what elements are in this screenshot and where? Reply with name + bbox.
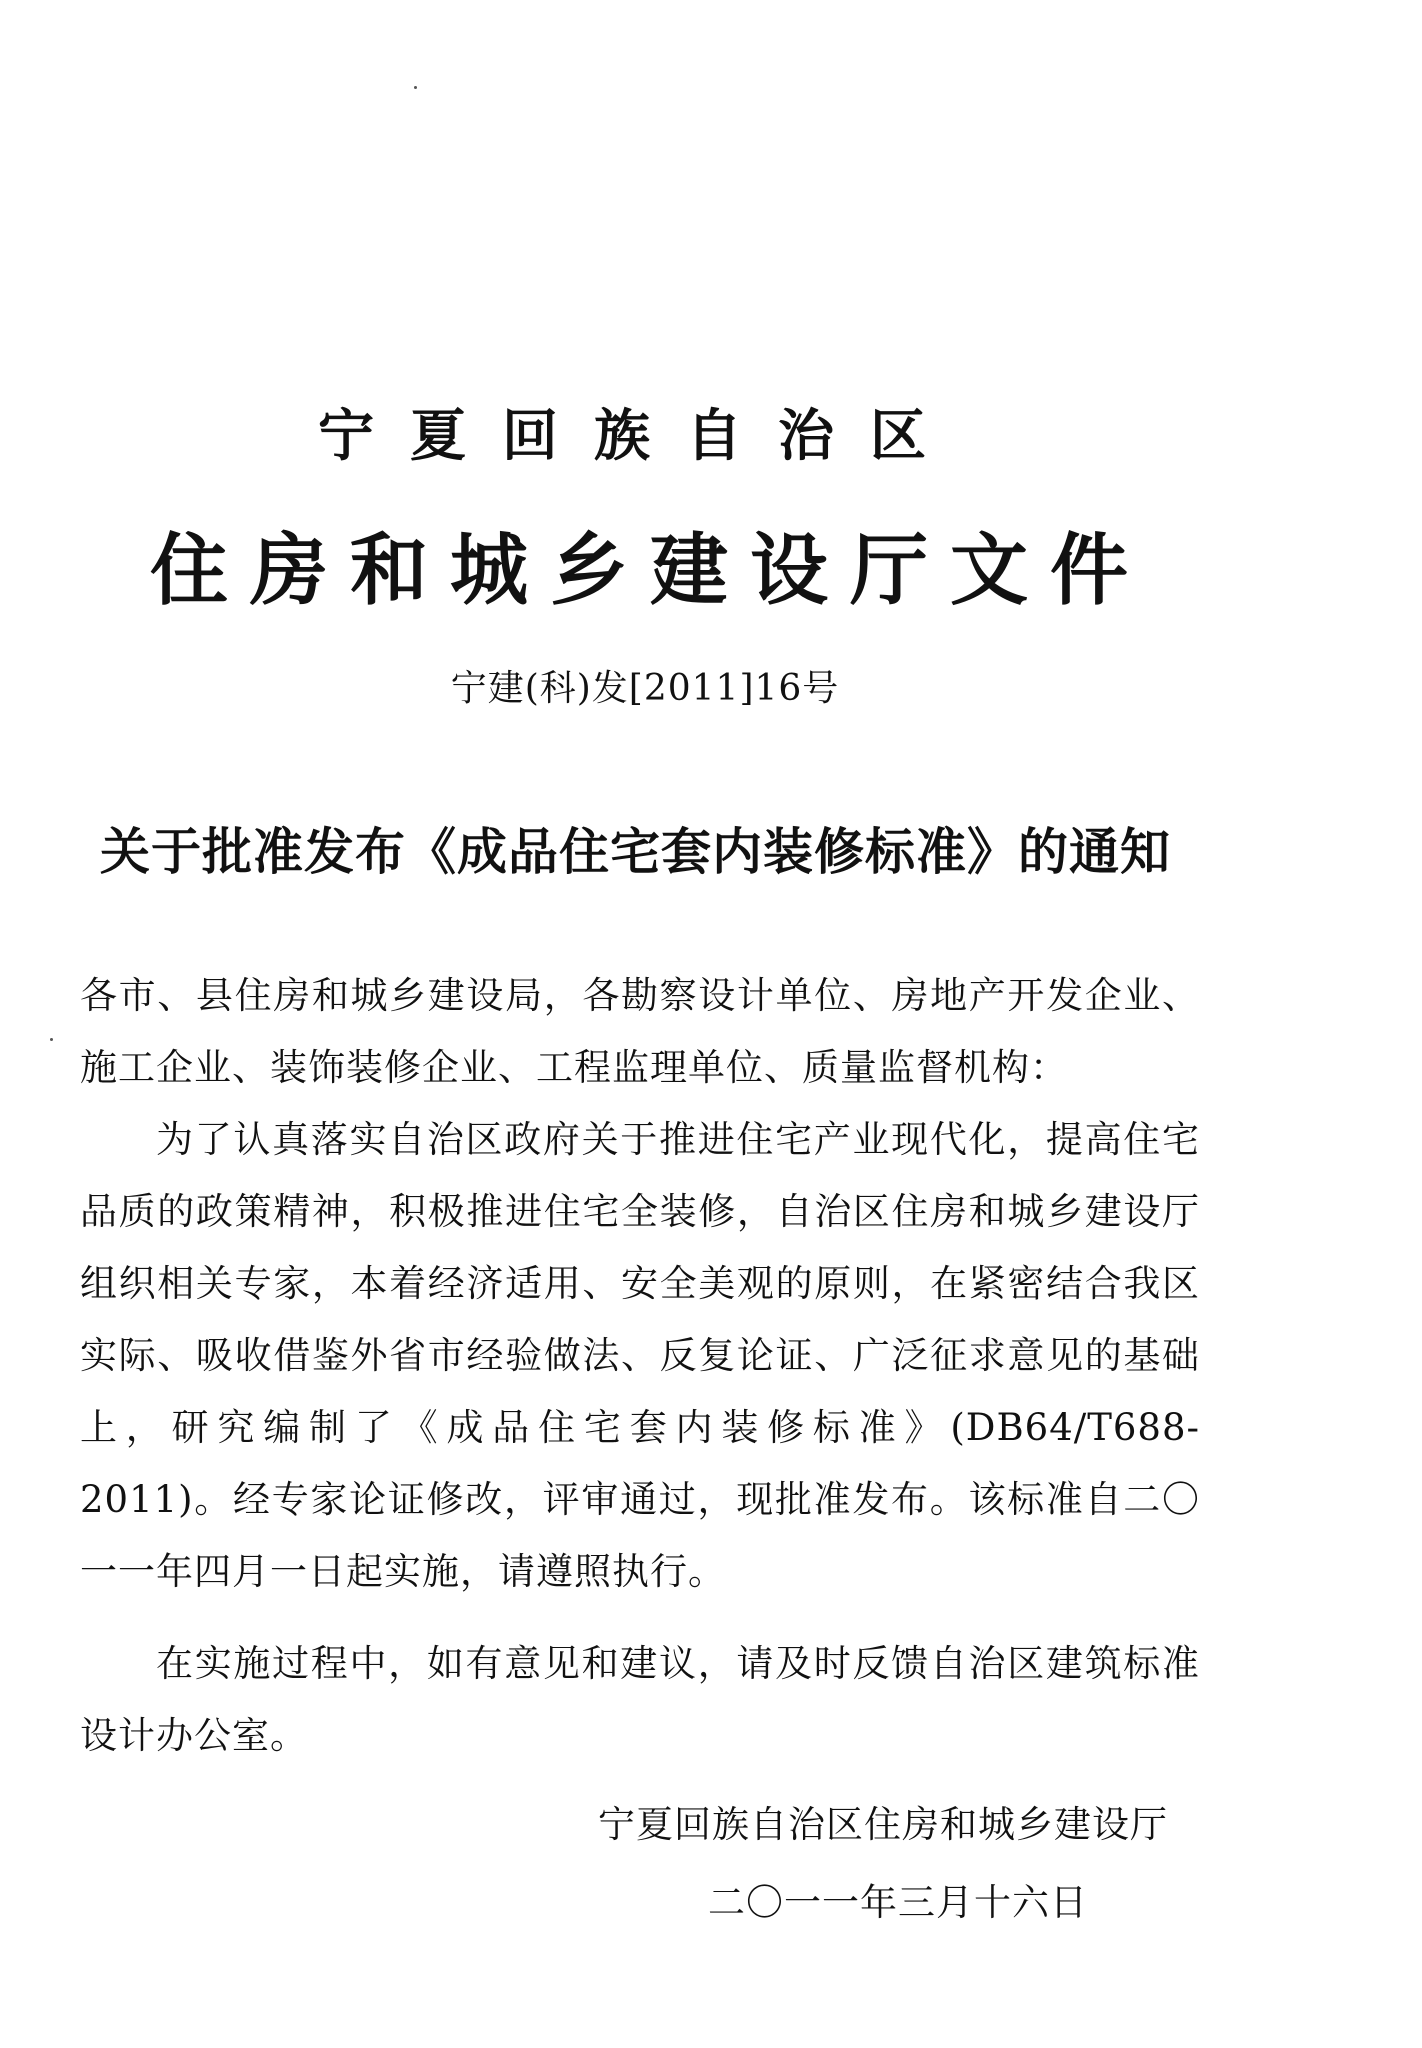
document-number: 宁建(科)发[2011]16号 (450, 668, 840, 709)
issuer-signature: 宁夏回族自治区住房和城乡建设厅 (598, 1803, 1168, 1846)
scan-speck (50, 1038, 53, 1041)
body-paragraph-1: 为了认真落实自治区政府关于推进住宅产业现代化，提高住宅品质的政策精神，积极推进住宅全装修，自治区住房和城乡建设厅组织相关专家，本着经济适用、安全美观的原则，在紧密结合我区实际、吸收借鉴外省市经验做法、反复论证、广泛征求意见的基础上，研究编制了《成品住宅套内装修标准》(DB64/T688-2011)。经专家论证修改，评审通过，现批准发布。该标准自二〇一一年四月一日起实施，请遵照执行。 (80, 1118, 1200, 1593)
header-department-file: 住房和城乡建设厅文件 (149, 525, 1150, 616)
notice-title: 关于批准发布《成品住宅套内装修标准》的通知 (100, 823, 1171, 881)
scan-speck (414, 86, 417, 89)
header-region: 宁夏回族自治区 (318, 404, 962, 469)
recipients-paragraph: 各市、县住房和城乡建设局，各勘察设计单位、房地产开发企业、施工企业、装饰装修企业、工程监理单位、质量监督机构： (80, 974, 1200, 1089)
signature-date: 二〇一一年三月十六日 (708, 1881, 1088, 1924)
body-paragraph-2: 在实施过程中，如有意见和建议，请及时反馈自治区建筑标准设计办公室。 (80, 1642, 1200, 1757)
